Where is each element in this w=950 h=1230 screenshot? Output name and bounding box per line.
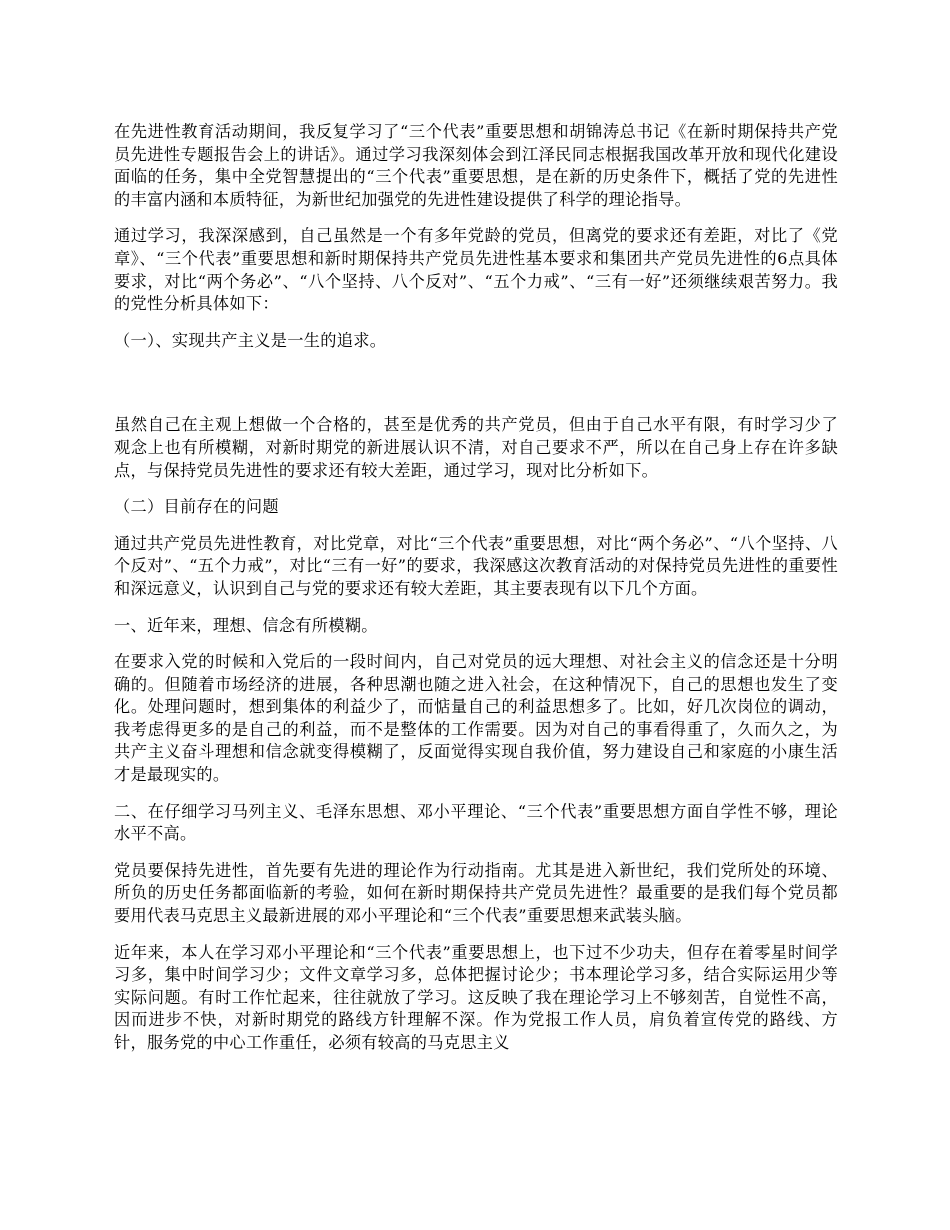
section-heading-2: （二）目前存在的问题 <box>114 497 279 517</box>
paragraph-education-comparison: 通过共产党员先进性教育，对比党章，对比“三个代表”重要思想，对比“两个务必”、“八个坚持、八个反对”、“五个力戒”，对比“三有一好”的要求，我深感这次教育活动的对保持党员先进性的重要性和深远意义，认识到自己与党的要求还有较大差距，其主要表现有以下几个方面。 <box>114 533 838 598</box>
paragraph-self-assessment: 通过学习，我深深感到，自己虽然是一个有多年党龄的党员，但离党的要求还有差距，对比了《党章》、“三个代表”重要思想和新时期保持共产党员先进性基本要求和集团共产党员先进性的6点具体要求，对比“两个务必”、“八个坚持、八个反对”、“五个力戒”、“三有一好”还须继续艰苦努力。我的党性分析具体如下： <box>114 226 838 314</box>
paragraph-ideals: 在要求入党的时候和入党后的一段时间内，自己对党员的远大理想、对社会主义的信念还是十分明确的。但随着市场经济的进展，各种思潮也随之进入社会，在这种情况下，自己的思想也发生了变化。处理问题时，想到集体的利益少了，而惦量自己的利益思想多了。比如，好几次岗位的调动，我考虑得更多的是自己的利益，而不是整体的工作需要。因为对自己的事看得重了，久而久之，为共产主义奋斗理想和信念就变得模糊了，反面觉得实现自我价值，努力建设自己和家庭的小康生活才是最现实的。 <box>114 652 838 785</box>
subheading-theory-study: 二、在仔细学习马列主义、毛泽东思想、邓小平理论、“三个代表”重要思想方面自学性不够，理论水平不高。 <box>114 801 838 844</box>
blank-space <box>114 366 838 414</box>
paragraph-shortcomings: 虽然自己在主观上想做一个合格的，甚至是优秀的共产党员，但由于自己水平有限，有时学习少了观念上也有所模糊，对新时期党的新进展认识不清，对自己要求不严，所以在自己身上存在许多缺点，与保持党员先进性的要求还有较大差距，通过学习，现对比分析如下。 <box>114 415 838 480</box>
subheading-ideals: 一、近年来，理想、信念有所模糊。 <box>114 615 378 635</box>
paragraph-recent-study: 近年来，本人在学习邓小平理论和“三个代表”重要思想上，也下过不少功夫，但存在着零星时间学习多，集中时间学习少；文件文章学习多，总体把握讨论少；书本理论学习多，结合实际运用少等实际问题。有时工作忙起来，往往就放了学习。这反映了我在理论学习上不够刻苦，自觉性不高，因而进步不快，对新时期党的路线方针理解不深。作为党报工作人员，肩负着宣传党的路线、方针，服务党的中心工作重任，必须有较高的马克思主义 <box>114 942 838 1052</box>
paragraph-theory-guidance: 党员要保持先进性，首先要有先进的理论作为行动指南。尤其是进入新世纪，我们党所处的环境、所负的历史任务都面临新的考验，如何在新时期保持共产党员先进性？最重要的是我们每个党员都要用代表马克思主义最新进展的邓小平理论和“三个代表”重要思想来武装头脑。 <box>114 860 838 926</box>
section-heading-1: （一）、实现共产主义是一生的追求。 <box>114 330 387 350</box>
document-body <box>114 121 838 1069</box>
paragraph-intro: 在先进性教育活动期间，我反复学习了“三个代表”重要思想和胡锦涛总书记《在新时期保持共产党员先进性专题报告会上的讲话》。通过学习我深刻体会到江泽民同志根据我国改革开放和现代化建设面临的任务，集中全党智慧提出的“三个代表”重要思想，是在新的历史条件下，概括了党的先进性的丰富内涵和本质特征，为新世纪加强党的先进性建设提供了科学的理论指导。 <box>114 122 838 209</box>
